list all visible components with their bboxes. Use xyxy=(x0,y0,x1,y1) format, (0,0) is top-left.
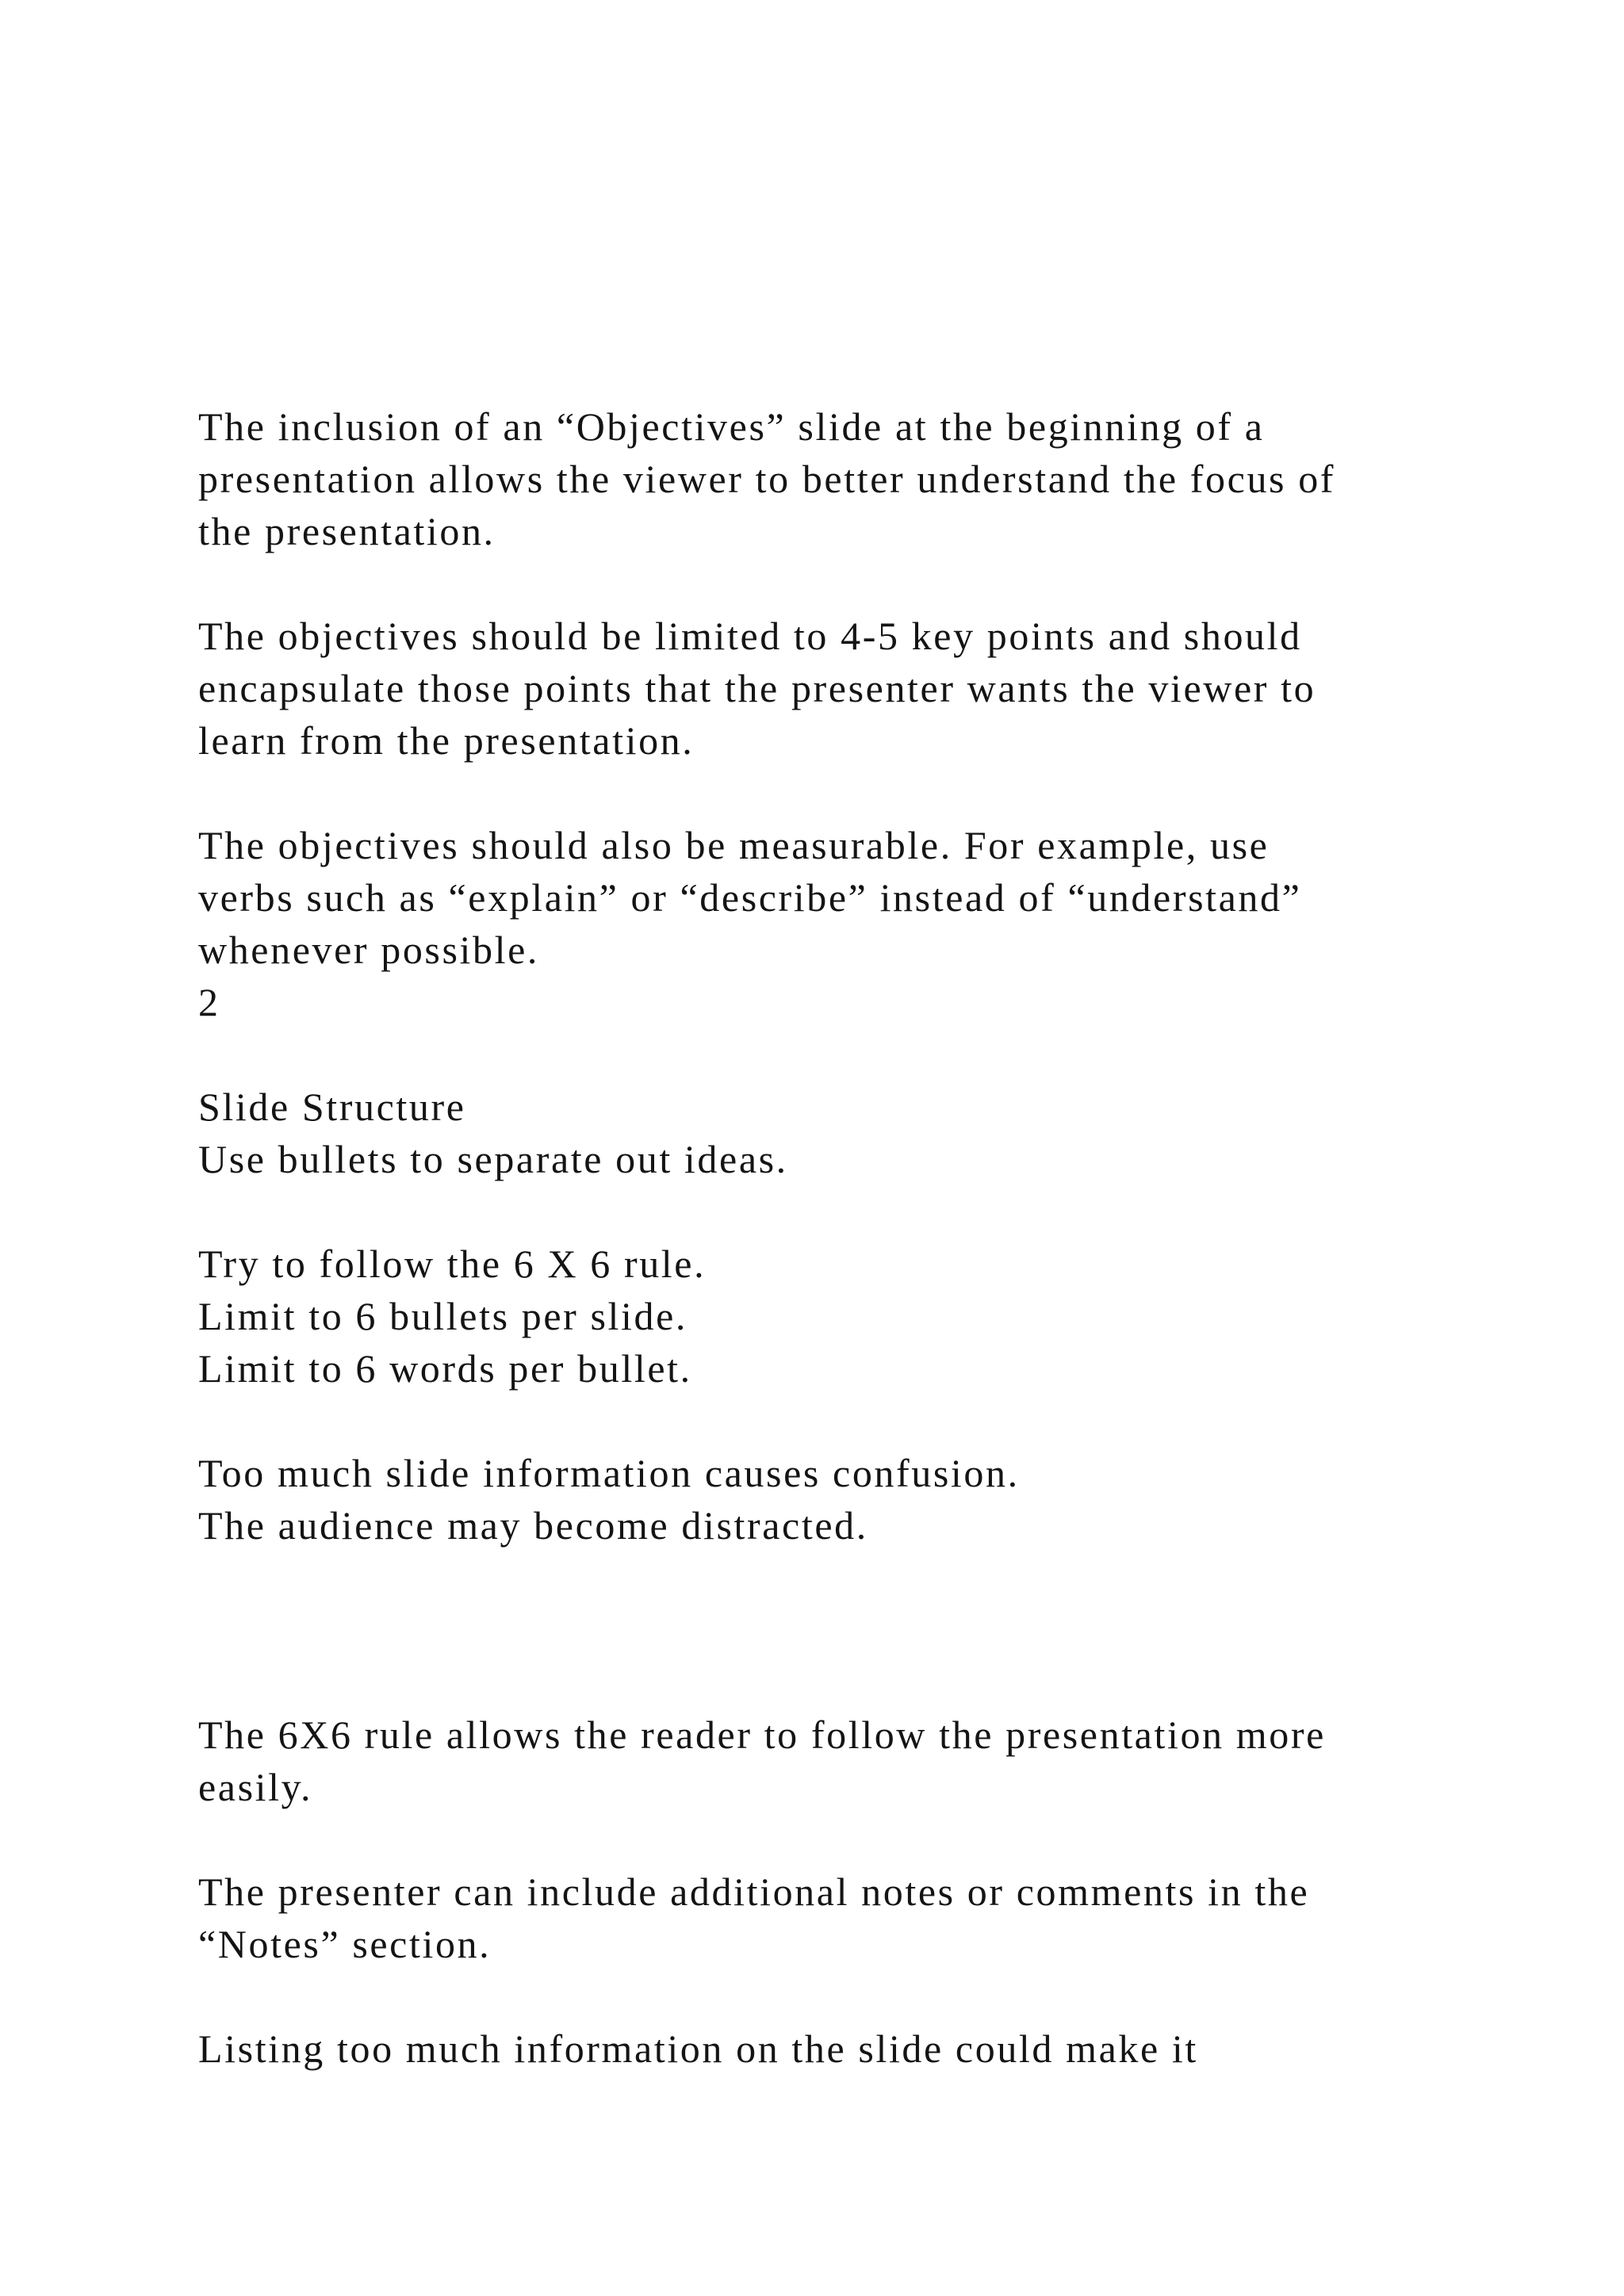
paragraph-spacer xyxy=(198,1604,1546,1656)
text-line: easily. xyxy=(198,1765,313,1809)
text-line: learn from the presentation. xyxy=(198,718,695,763)
six-by-six-paragraph xyxy=(198,1709,1546,1813)
paragraph-spacer xyxy=(198,1028,1546,1081)
document-body xyxy=(198,400,1546,2075)
text-line: The objectives should be limited to 4-5 key points and should xyxy=(198,614,1302,658)
slide-bullet: Use bullets to separate out ideas. xyxy=(198,1137,788,1181)
page-number: 2 xyxy=(198,980,220,1024)
slide-sub-bullet: The audience may become distracted. xyxy=(198,1503,868,1548)
measurable-paragraph xyxy=(198,819,1546,976)
paragraph-spacer xyxy=(198,767,1546,819)
paragraph-spacer xyxy=(198,1970,1546,2022)
text-line: “Notes” section. xyxy=(198,1922,492,1966)
slide-sub-bullet: Limit to 6 bullets per slide. xyxy=(198,1294,688,1338)
text-line: The presenter can include additional notes or comments in the xyxy=(198,1869,1310,1914)
text-line: verbs such as “explain” or “describe” instead of “understand” xyxy=(198,875,1302,920)
text-line: encapsulate those points that the presenter wants the viewer to xyxy=(198,666,1316,710)
text-line: The objectives should also be measurable. For example, use xyxy=(198,823,1270,867)
text-line: whenever possible. xyxy=(198,928,540,972)
paragraph-spacer xyxy=(198,1185,1546,1238)
slide-bullet: Too much slide information causes confusion. xyxy=(198,1451,1020,1495)
text-line: the presentation. xyxy=(198,509,496,553)
too-much-info-paragraph xyxy=(198,2022,1546,2075)
text-line: Listing too much information on the slide could make it xyxy=(198,2026,1198,2071)
paragraph-spacer xyxy=(198,1813,1546,1866)
objectives-paragraph xyxy=(198,400,1546,557)
objectives-limit-paragraph xyxy=(198,610,1546,767)
text-line: presentation allows the viewer to better understand the focus of xyxy=(198,457,1336,501)
slide-structure-section xyxy=(198,1081,1546,1552)
paragraph-spacer xyxy=(198,557,1546,610)
paragraph-spacer xyxy=(198,1656,1546,1709)
slide-bullet: Try to follow the 6 X 6 rule. xyxy=(198,1242,707,1286)
paragraph-spacer xyxy=(198,1395,1546,1447)
slide-sub-bullet: Limit to 6 words per bullet. xyxy=(198,1346,692,1391)
slide-title: Slide Structure xyxy=(198,1085,466,1129)
notes-paragraph xyxy=(198,1866,1546,1970)
paragraph-spacer xyxy=(198,1552,1546,1604)
text-line: The 6X6 rule allows the reader to follow the presentation more xyxy=(198,1712,1326,1757)
text-line: The inclusion of an “Objectives” slide at the beginning of a xyxy=(198,404,1265,449)
